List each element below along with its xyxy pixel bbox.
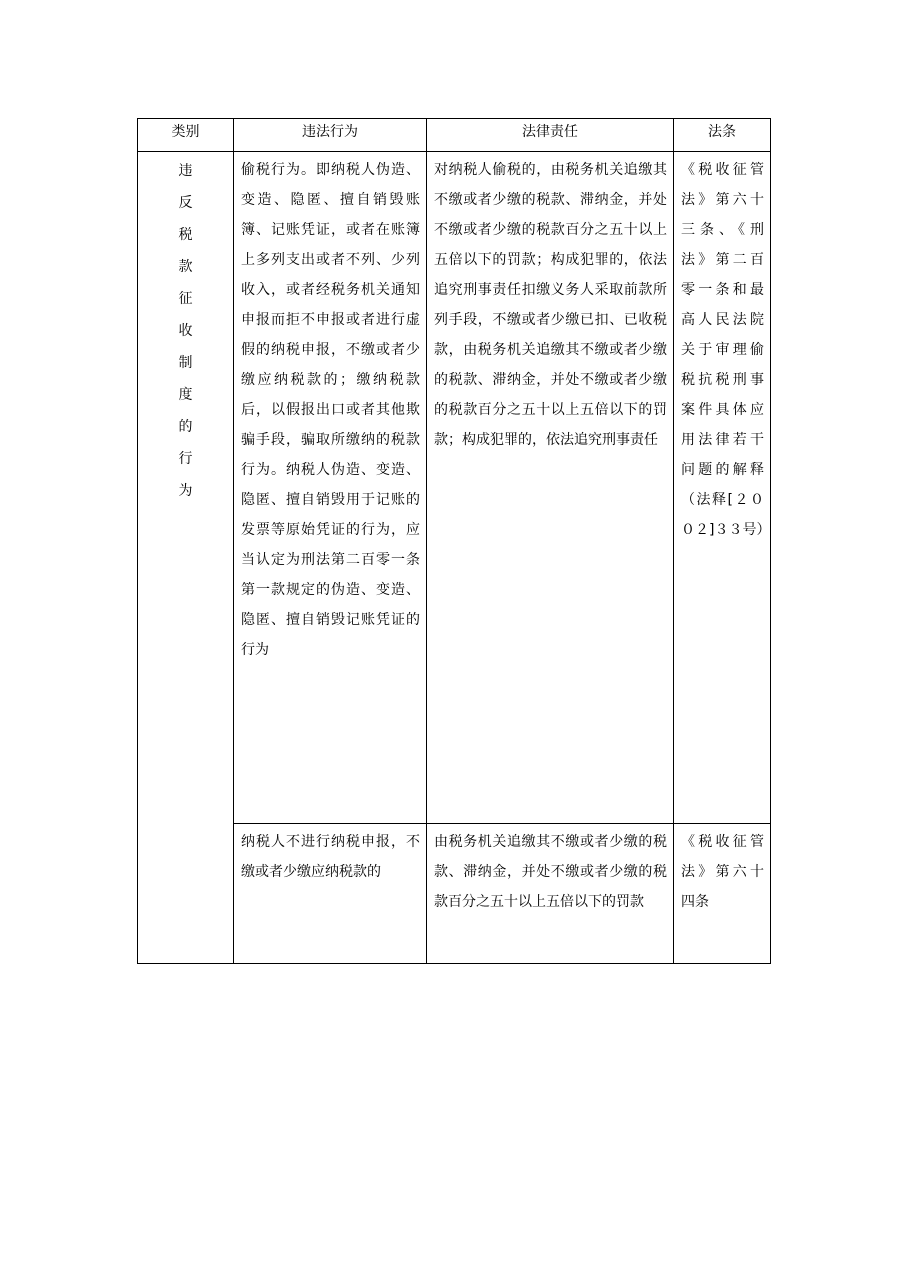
law-text: 《税收征管法》第六十四条 [681,834,764,910]
liability-text: 对纳税人偷税的，由税务机关追缴其不缴或者少缴的税款、滞纳金，并处不缴或者少缴的税款百分之五十以上五倍以下的罚款；构成犯罪的，依法追究刑事责任扣缴义务人采取前款所列手段，不缴或者少缴已扣、已收税款，由税务机关追缴其不缴或者少缴的税款、滞纳金，并处不缴或者少缴的税款百分之五十以上五倍以下的罚款；构成犯罪的，依法追究刑事责任 [434,162,667,448]
category-char: 行 [178,451,193,467]
category-char: 征 [178,291,193,307]
tax-violation-table [137,118,771,964]
category-char: 税 [178,227,193,243]
behavior-text: 偷税行为。即纳税人伪造、变造、隐匿、擅自销毁账簿、记账凭证，或者在账簿上多列支出或者不列、少列收入，或者经税务机关通知申报而拒不申报或者进行虚假的纳税申报，不缴或者少缴应纳税款的；缴纳税款后，以假报出口或者其他欺骗手段，骗取所缴纳的税款行为。纳税人伪造、变造、隐匿、擅自销毁用于记账的发票等原始凭证的行为，应当认定为刑法第二百零一条第一款规定的伪造、变造、隐匿、擅自销毁记账凭证的行为 [241,162,420,658]
law-cell [674,824,771,964]
liability-cell [427,824,674,964]
category-char: 违 [178,163,193,179]
header-liability: 法律责任 [427,119,674,152]
liability-cell [427,152,674,824]
liability-text: 由税务机关追缴其不缴或者少缴的税款、滞纳金，并处不缴或者少缴的税款百分之五十以上五倍以下的罚款 [434,834,667,910]
category-char: 收 [178,323,193,339]
category-char: 度 [178,387,193,403]
category-char: 为 [178,483,193,499]
behavior-cell [234,824,427,964]
table-row [138,152,771,824]
category-char: 反 [178,195,193,211]
behavior-text: 纳税人不进行纳税申报，不缴或者少缴应纳税款的 [241,834,420,880]
category-char: 制 [178,355,193,371]
header-behavior: 违法行为 [234,119,427,152]
header-category: 类别 [138,119,234,152]
category-cell [138,152,234,964]
category-char: 的 [178,419,193,435]
header-row [138,119,771,152]
header-law: 法条 [674,119,771,152]
law-cell [674,152,771,824]
law-text: 《税收征管法》第六十三条、《刑法》第二百零一条和最高人民法院关于审理偷税抗税刑事案件具体应用法律若干问题的解释（法释[２００２]３３号） [681,162,771,538]
behavior-cell [234,152,427,824]
category-char: 款 [178,259,193,275]
